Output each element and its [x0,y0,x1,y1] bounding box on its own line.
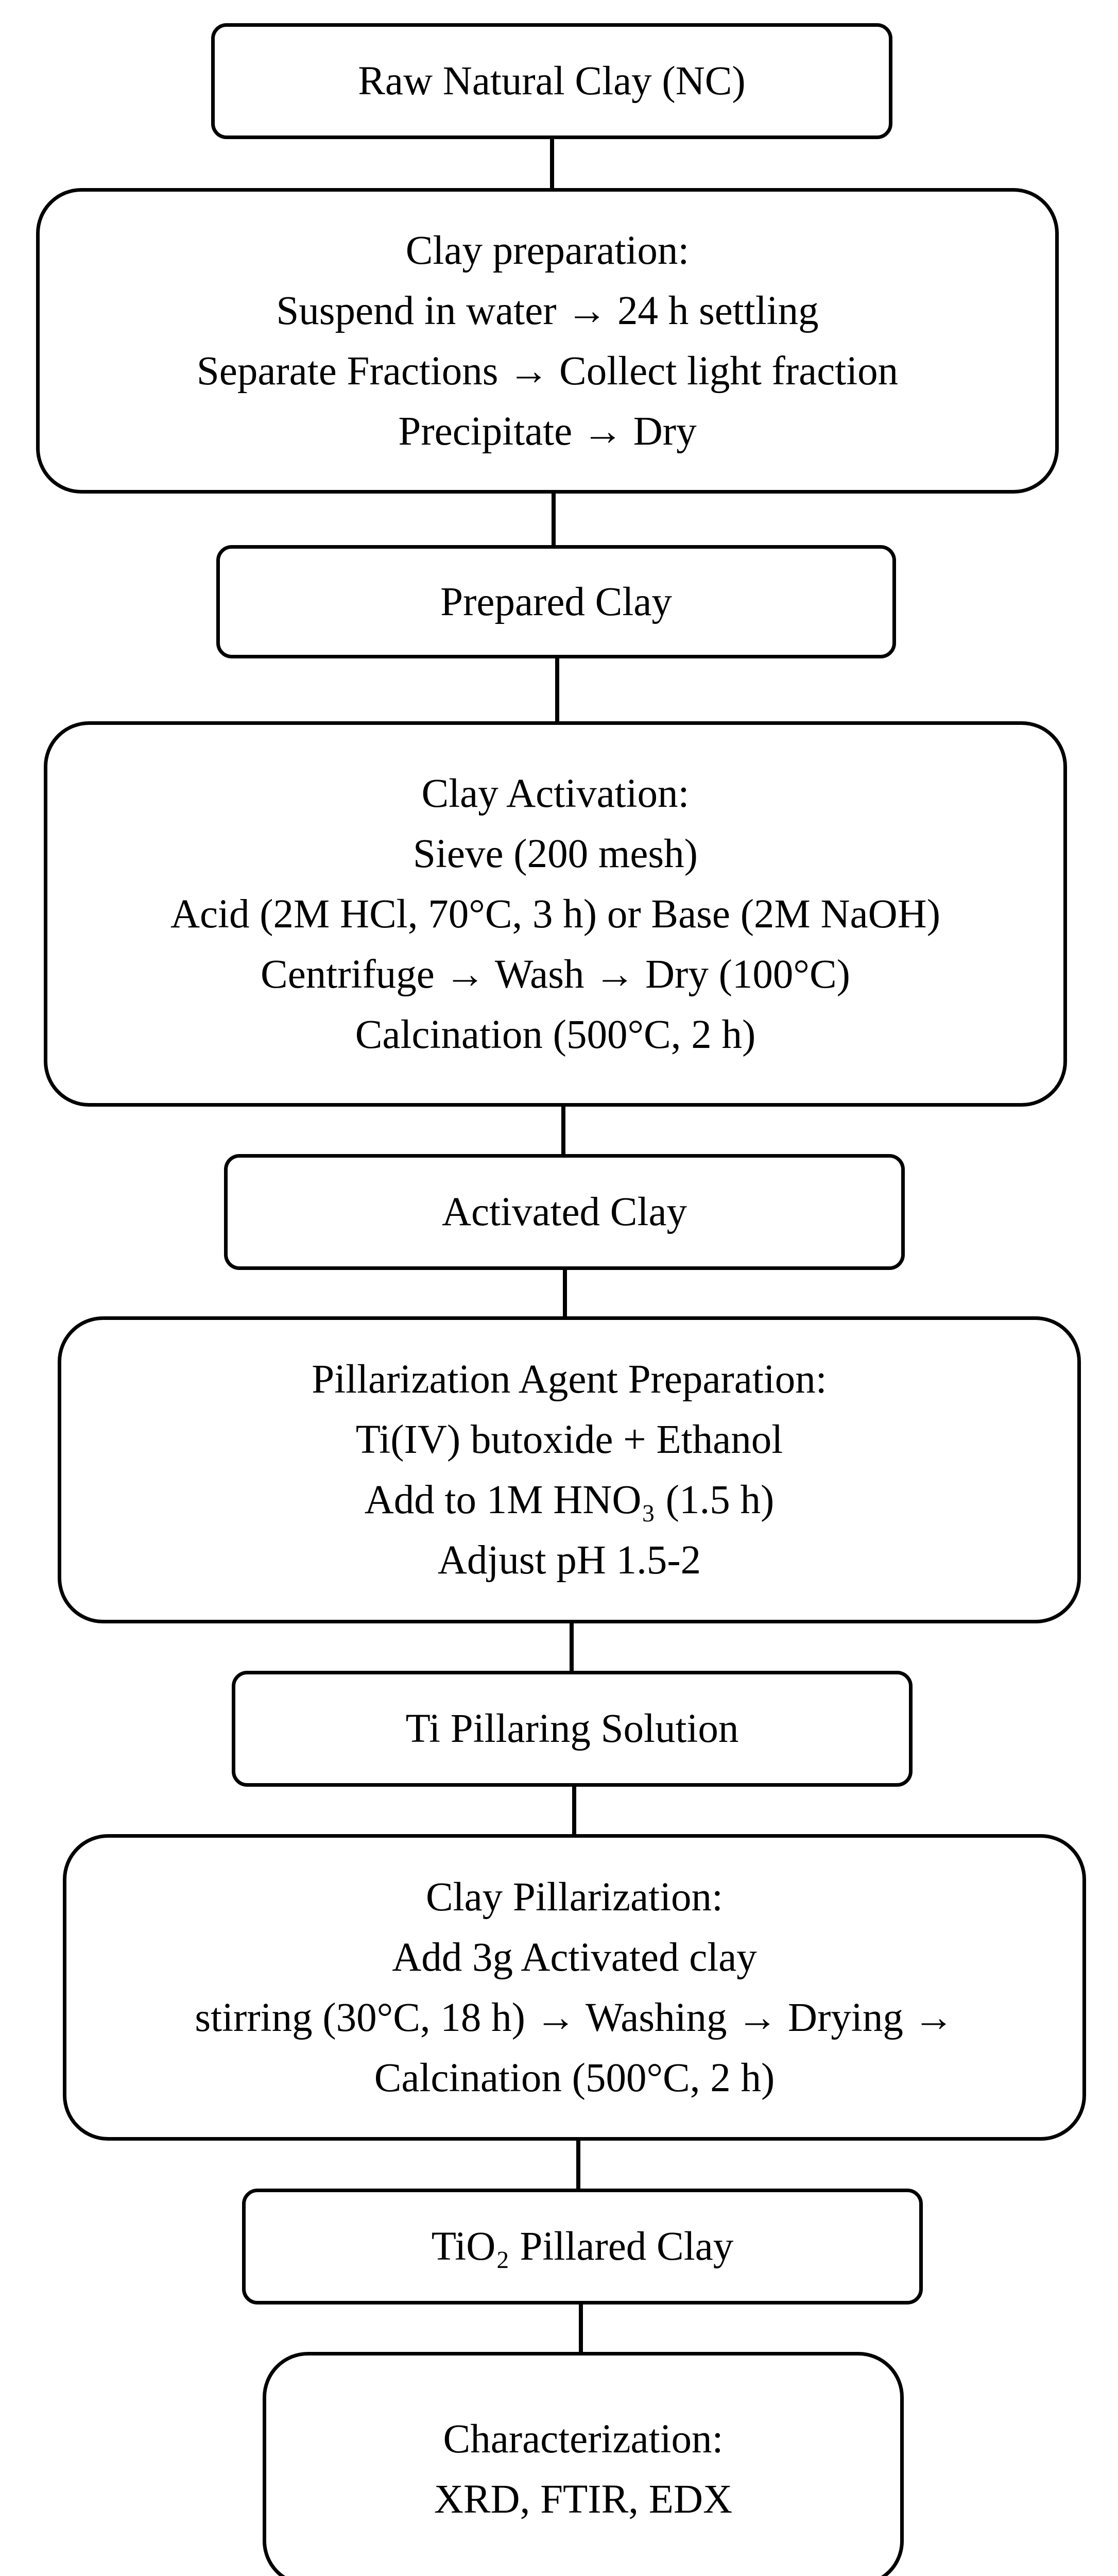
connector-solution-to-pillarization [572,1785,576,1837]
characterization-title: Characterization: [443,2416,724,2462]
clay-pillarization-box [63,1834,1086,2141]
tio2-pillared-clay-box [242,2189,923,2304]
connector-activated-to-agent [563,1267,567,1319]
connector-activation-to-activated [561,1105,565,1157]
ti-pillaring-solution-label: Ti Pillaring Solution [405,1706,739,1751]
clay-pillarization-step-2: stirring (30°C, 18 h) → Washing → Drying → [195,1995,954,2040]
clay-activation-title: Clay Activation: [421,771,690,816]
clay-pillarization-title: Clay Pillarization: [425,1874,724,1920]
pillarization-agent-box [58,1316,1081,1623]
connector-pillarization-to-tio2 [576,2139,580,2191]
clay-activation-step-2: Acid (2M HCl, 70°C, 3 h) or Base (2M NaOH) [170,891,941,937]
prepared-clay-box [216,545,896,658]
raw-natural-clay-label: Raw Natural Clay (NC) [358,59,746,104]
clay-activation-step-4: Calcination (500°C, 2 h) [355,1012,756,1057]
clay-preparation-step-3: Precipitate → Dry [398,409,697,454]
tio2-pillared-clay-label: TiO₂ Pillared Clay [431,2224,734,2269]
clay-preparation-title: Clay preparation: [405,228,690,273]
connector-agent-to-solution [570,1622,574,1673]
connector-preparation-to-prepared [552,492,556,547]
clay-preparation-step-2: Separate Fractions → Collect light fraction [196,348,899,394]
pillarization-agent-step-3: Adjust pH 1.5-2 [437,1538,701,1583]
activated-clay-box [224,1154,905,1270]
clay-activation-box [44,721,1067,1107]
connector-raw-to-preparation [550,138,554,190]
clay-activation-step-3: Centrifuge → Wash → Dry (100°C) [261,952,850,997]
clay-pillarization-step-1: Add 3g Activated clay [392,1935,757,1980]
pillarization-agent-step-1: Ti(IV) butoxide + Ethanol [355,1417,783,1462]
clay-preparation-step-1: Suspend in water → 24 h settling [276,288,819,333]
prepared-clay-label: Prepared Clay [440,579,672,624]
clay-pillarization-step-3: Calcination (500°C, 2 h) [374,2055,775,2100]
ti-pillaring-solution-box [232,1671,913,1787]
connector-prepared-to-activation [555,657,559,724]
pillarization-agent-title: Pillarization Agent Preparation: [312,1357,827,1402]
raw-natural-clay-box [211,23,892,139]
pillarization-agent-step-2: Add to 1M HNO₃ (1.5 h) [364,1478,775,1522]
characterization-methods: XRD, FTIR, EDX [434,2477,733,2522]
characterization-box [263,2352,904,2576]
clay-activation-step-1: Sieve (200 mesh) [413,831,698,876]
connector-tio2-to-characterization [579,2303,583,2354]
clay-preparation-box [36,188,1059,494]
activated-clay-label: Activated Clay [441,1190,687,1234]
